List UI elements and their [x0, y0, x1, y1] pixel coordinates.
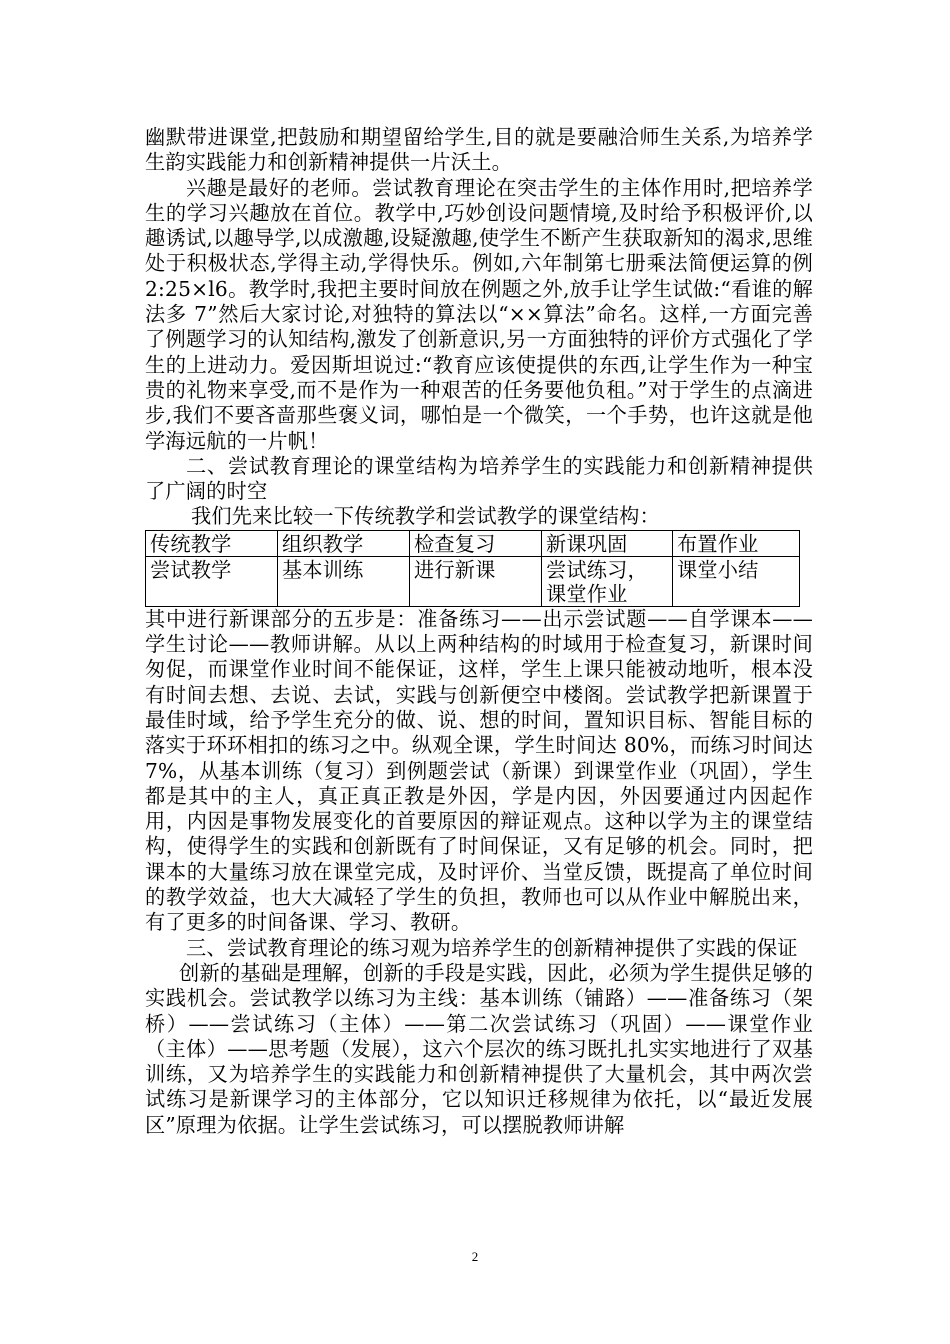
table-cell: 新课巩固	[542, 530, 673, 556]
table-cell: 尝试练习，课堂作业	[542, 556, 673, 606]
section-heading-2: 二、尝试教育理论的课堂结构为培养学生的实践能力和创新精神提供了广阔的时空	[145, 453, 813, 504]
table-cell: 组织教学	[278, 530, 410, 556]
page-number: 2	[471, 1249, 479, 1264]
paragraph-new-lesson: 其中进行新课部分的五步是：准备练习——出示尝试题——自学课本——学生讨论——教师讲解。从以上两种结构的时域用于检查复习，新课时间匆促，而课堂作业时间不能保证，这样，学生上课只能被动地听，根本没有时间去想、去说、去试，实践与创新便空中楼阁。尝试教学把新课置于最佳时域，给予学生充分的做、说、想的时间，置知识目标、智能目标的落实于环环相扣的练习之中。纵观全课，学生时间达 80%，而练习时间达 7%，从基本训练（复习）到例题尝试（新课）到课堂作业（巩固），学生都是其中的主人，真正真正教是外因，学是内因，外因要通过内因起作用，内因是事物发展变化的首要原因的辩证观点。这种以学为主的课堂结构，使得学生的实践和创新既有了时间保证，又有足够的机会。同时，把课本的大量练习放在课堂完成，及时评价、当堂反馈，既提高了单位时间的教学效益，也大大减轻了学生的负担，教师也可以从作业中解脱出来，有了更多的时间备课、学习、教研。	[145, 606, 813, 935]
table-cell: 尝试教学	[146, 556, 278, 606]
document-body	[145, 125, 813, 1138]
structure-comparison-table	[145, 530, 800, 607]
table-cell: 布置作业	[673, 530, 800, 556]
table-row	[146, 530, 800, 556]
table-row	[146, 556, 800, 606]
table-cell: 传统教学	[146, 530, 278, 556]
paragraph-interest: 兴趣是最好的老师。尝试教育理论在突击学生的主体作用时,把培养学生的学习兴趣放在首位。教学中,巧妙创设问题情境,及时给予积极评价,以趣诱试,以趣导学,以成激趣,设疑激趣,使学生不断产生获取新知的渴求,思维处于积极状态,学得主动,学得快乐。例如,六年制第七册乘法简便运算的例 2:25×l6。教学时,我把主要时间放在例题之外,放手让学生试做:“看谁的解法多 7”然后大家讨论,对独特的算法以“××算法”命名。这样,一方面完善了例题学习的认知结构,激发了创新意识,另一方面独特的评价方式强化了学生的上进动力。爱因斯坦说过:“教育应该使提供的东西,让学生作为一种宝贵的礼物来享受,而不是作为一种艰苦的任务要他负租。”对于学生的点滴进步,我们不要吝啬那些褒义词，哪怕是一个微笑，一个手势，也许这就是他学海远航的一片帆！	[145, 175, 813, 453]
paragraph-continuation: 幽默带进课堂,把鼓励和期望留给学生,目的就是要融洽师生关系,为培养学生韵实践能力和创新精神提供一片沃土。	[145, 125, 813, 175]
paragraph-practice: 创新的基础是理解，创新的手段是实践，因此，必须为学生提供足够的实践机会。尝试教学以练习为主线：基本训练（铺路）——准备练习（架桥）——尝试练习（主体）——第二次尝试练习（巩固）——课堂作业（主体）——思考题（发展），这六个层次的练习既扎扎实实地进行了双基训练，又为培养学生的实践能力和创新精神提供了大量机会，其中两次尝试练习是新课学习的主体部分，它以知识迁移规律为依托，以“最近发展区”原理为依据。让学生尝试练习，可以摆脱教师讲解	[145, 960, 813, 1137]
section-heading-3: 三、尝试教育理论的练习观为培养学生的创新精神提供了实践的保证	[186, 935, 798, 960]
table-cell: 进行新课	[410, 556, 542, 606]
table-cell: 检查复习	[410, 530, 542, 556]
table-cell: 基本训练	[278, 556, 410, 606]
table-cell: 课堂小结	[673, 556, 800, 606]
paragraph-table-intro: 我们先来比较一下传统教学和尝试教学的课堂结构：	[191, 504, 660, 529]
